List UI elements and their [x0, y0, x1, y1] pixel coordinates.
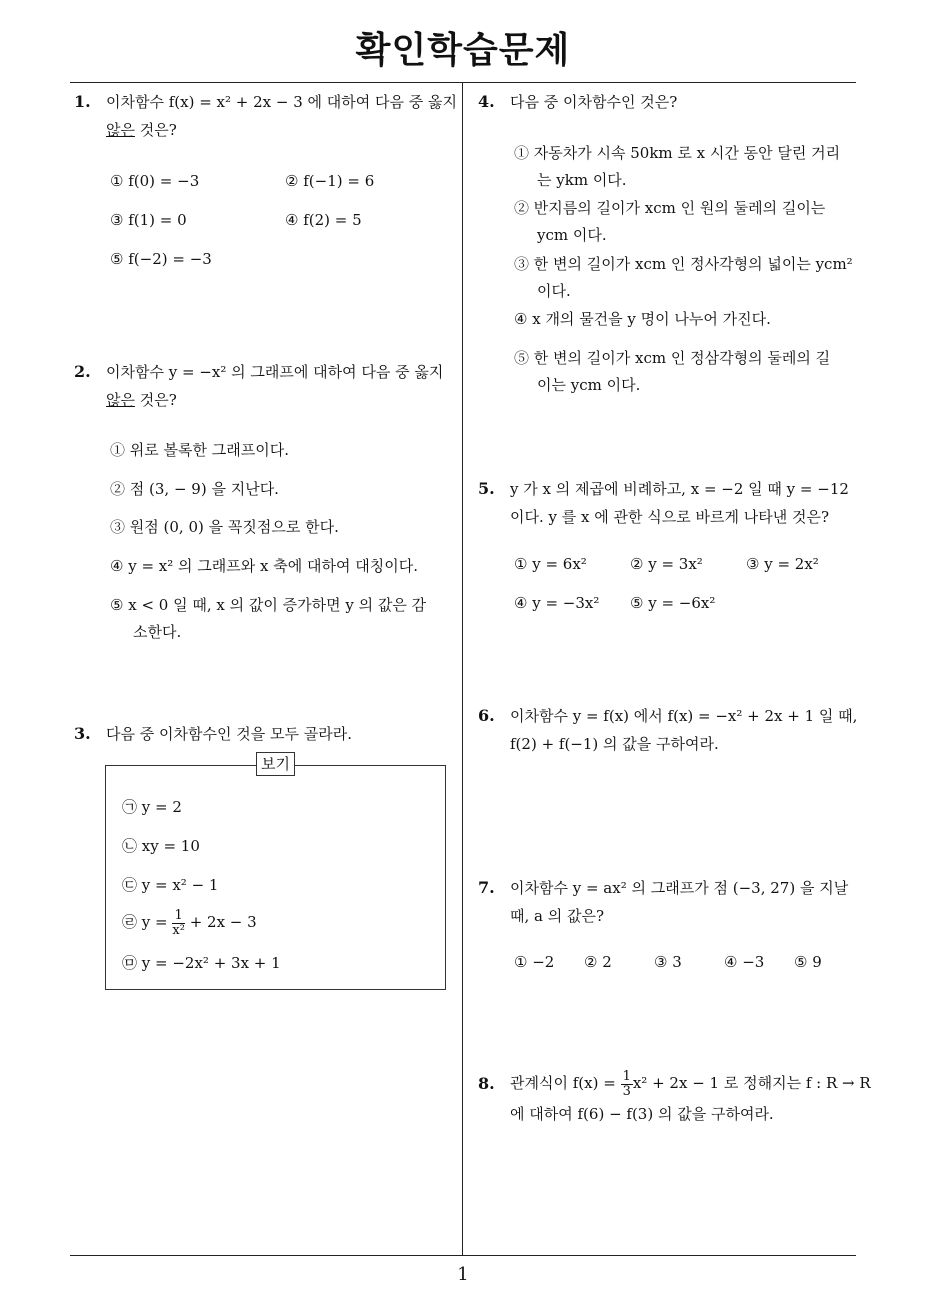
example-item-4	[122, 907, 257, 938]
question-4-option-4	[514, 306, 854, 333]
question-4-option-4-line-1: ④ x 개의 물건을 y 명이 나누어 가진다.	[514, 310, 771, 328]
question-2-option-1: ① 위로 볼록한 그래프이다.	[110, 441, 289, 459]
question-4-option-1-line-2: 는 ykm 이다.	[537, 171, 627, 189]
question-5-option-2: ② y = 3x²	[630, 555, 703, 573]
question-7-number: 7.	[478, 878, 495, 897]
question-1-option-5: ⑤ f(−2) = −3	[110, 250, 212, 268]
underline-not: 않은	[106, 391, 135, 409]
question-6-text	[510, 702, 862, 758]
question-8-number: 8.	[478, 1074, 495, 1093]
question-5-option-1: ① y = 6x²	[514, 555, 587, 573]
question-4-option-5-line-1: ⑤ 한 변의 길이가 xcm 인 정삼각형의 둘레의 길	[514, 349, 831, 367]
question-6-line-2: f(2) + f(−1) 의 값을 구하여라.	[510, 735, 719, 753]
question-7-option-3: ③ 3	[654, 953, 682, 971]
fraction-denominator: x²	[172, 922, 185, 938]
question-4-option-1	[514, 140, 854, 194]
question-1-option-1: ① f(0) = −3	[110, 172, 200, 190]
question-4-text: 다음 중 이차함수인 것은?	[510, 93, 678, 111]
question-2-line-2-rest: 것은?	[134, 391, 177, 409]
question-5-number: 5.	[478, 479, 495, 498]
question-8-line-1-b: x² + 2x − 1 로 정해지는 f : R → R	[632, 1074, 871, 1092]
top-divider	[70, 82, 856, 83]
example-item-2: ㉡ xy = 10	[122, 837, 200, 855]
question-3-number: 3.	[74, 724, 91, 743]
question-1-text	[106, 88, 458, 144]
question-2-option-5: ⑤ x < 0 일 때, x 의 값이 증가하면 y 의 값은 감	[110, 596, 427, 614]
example-item-4-lhs: ㉣ y =	[122, 913, 168, 931]
question-5-line-2: 이다. y 를 x 에 관한 식으로 바르게 나타낸 것은?	[510, 508, 829, 526]
question-8-line-1-a: 관계식이 f(x) =	[510, 1074, 616, 1092]
page-title: 확인학습문제	[355, 30, 571, 71]
question-5-option-5: ⑤ y = −6x²	[630, 594, 716, 612]
question-1-option-3: ③ f(1) = 0	[110, 211, 187, 229]
question-7-option-1: ① −2	[514, 953, 555, 971]
question-1-line-2	[106, 116, 458, 144]
question-6-line-1: 이차함수 y = f(x) 에서 f(x) = −x² + 2x + 1 일 때,	[510, 707, 858, 725]
question-7-text	[510, 874, 862, 930]
question-5-option-3: ③ y = 2x²	[746, 555, 819, 573]
question-2-option-3: ③ 원점 (0, 0) 을 꼭짓점으로 한다.	[110, 518, 339, 536]
question-2-option-5-cont: 소한다.	[133, 623, 182, 641]
question-1-option-2: ② f(−1) = 6	[285, 172, 375, 190]
question-8-line-2: 에 대하여 f(6) − f(3) 의 값을 구하여라.	[510, 1105, 774, 1123]
fraction-denominator: 3	[622, 1083, 631, 1099]
question-1-line-1: 이차함수 f(x) = x² + 2x − 3 에 대하여 다음 중 옳지	[106, 93, 458, 111]
example-item-4-rhs: + 2x − 3	[189, 913, 257, 931]
question-2-line-2	[106, 386, 458, 414]
question-6-number: 6.	[478, 706, 495, 725]
question-2-number: 2.	[74, 362, 91, 381]
example-box-label: 보기	[256, 752, 295, 776]
question-8-line-1	[510, 1066, 871, 1100]
question-7-option-4: ④ −3	[724, 953, 765, 971]
question-1-line-2-rest: 것은?	[134, 121, 177, 139]
question-7-option-2: ② 2	[584, 953, 612, 971]
fraction-numerator: 1	[172, 909, 185, 924]
question-4-option-1-line-1: ① 자동차가 시속 50km 로 x 시간 동안 달린 거리	[514, 144, 841, 162]
question-3-text: 다음 중 이차함수인 것을 모두 골라라.	[106, 725, 352, 743]
question-4-option-3-line-2: 이다.	[537, 282, 571, 300]
fraction	[621, 1070, 633, 1099]
question-7-line-1: 이차함수 y = ax² 의 그래프가 점 (−3, 27) 을 지날	[510, 879, 849, 897]
question-7-line-2: 때, a 의 값은?	[510, 907, 605, 925]
question-4-number: 4.	[478, 92, 495, 111]
question-5-option-4: ④ y = −3x²	[514, 594, 600, 612]
bottom-divider	[70, 1255, 856, 1256]
fraction	[172, 909, 185, 938]
question-4-option-2-line-1: ② 반지름의 길이가 xcm 인 원의 둘레의 길이는	[514, 199, 826, 217]
question-4-option-5	[514, 345, 854, 399]
page-number: 1	[457, 1264, 469, 1285]
question-2-option-2: ② 점 (3, − 9) 을 지난다.	[110, 480, 279, 498]
question-4-option-2-line-2: ycm 이다.	[537, 226, 607, 244]
question-5-line-1: y 가 x 의 제곱에 비례하고, x = −2 일 때 y = −12	[510, 480, 849, 498]
question-4-option-5-line-2: 이는 ycm 이다.	[537, 376, 641, 394]
question-4-option-3	[514, 251, 854, 305]
example-item-3: ㉢ y = x² − 1	[122, 876, 219, 894]
example-item-1: ㉠ y = 2	[122, 798, 182, 816]
question-8-text	[510, 1066, 871, 1128]
question-2-text	[106, 358, 458, 414]
column-divider	[462, 83, 463, 1255]
question-4-option-2	[514, 195, 854, 249]
question-1-number: 1.	[74, 92, 91, 111]
example-item-5: ㉤ y = −2x² + 3x + 1	[122, 954, 281, 972]
question-2-option-4: ④ y = x² 의 그래프와 x 축에 대하여 대칭이다.	[110, 557, 418, 575]
question-1-option-4: ④ f(2) = 5	[285, 211, 362, 229]
underline-not: 않은	[106, 121, 135, 139]
fraction-numerator: 1	[622, 1068, 631, 1084]
question-4-option-3-line-1: ③ 한 변의 길이가 xcm 인 정사각형의 넓이는 ycm²	[514, 255, 853, 273]
question-7-option-5: ⑤ 9	[794, 953, 822, 971]
question-2-line-1: 이차함수 y = −x² 의 그래프에 대하여 다음 중 옳지	[106, 363, 444, 381]
question-5-text	[510, 475, 860, 531]
